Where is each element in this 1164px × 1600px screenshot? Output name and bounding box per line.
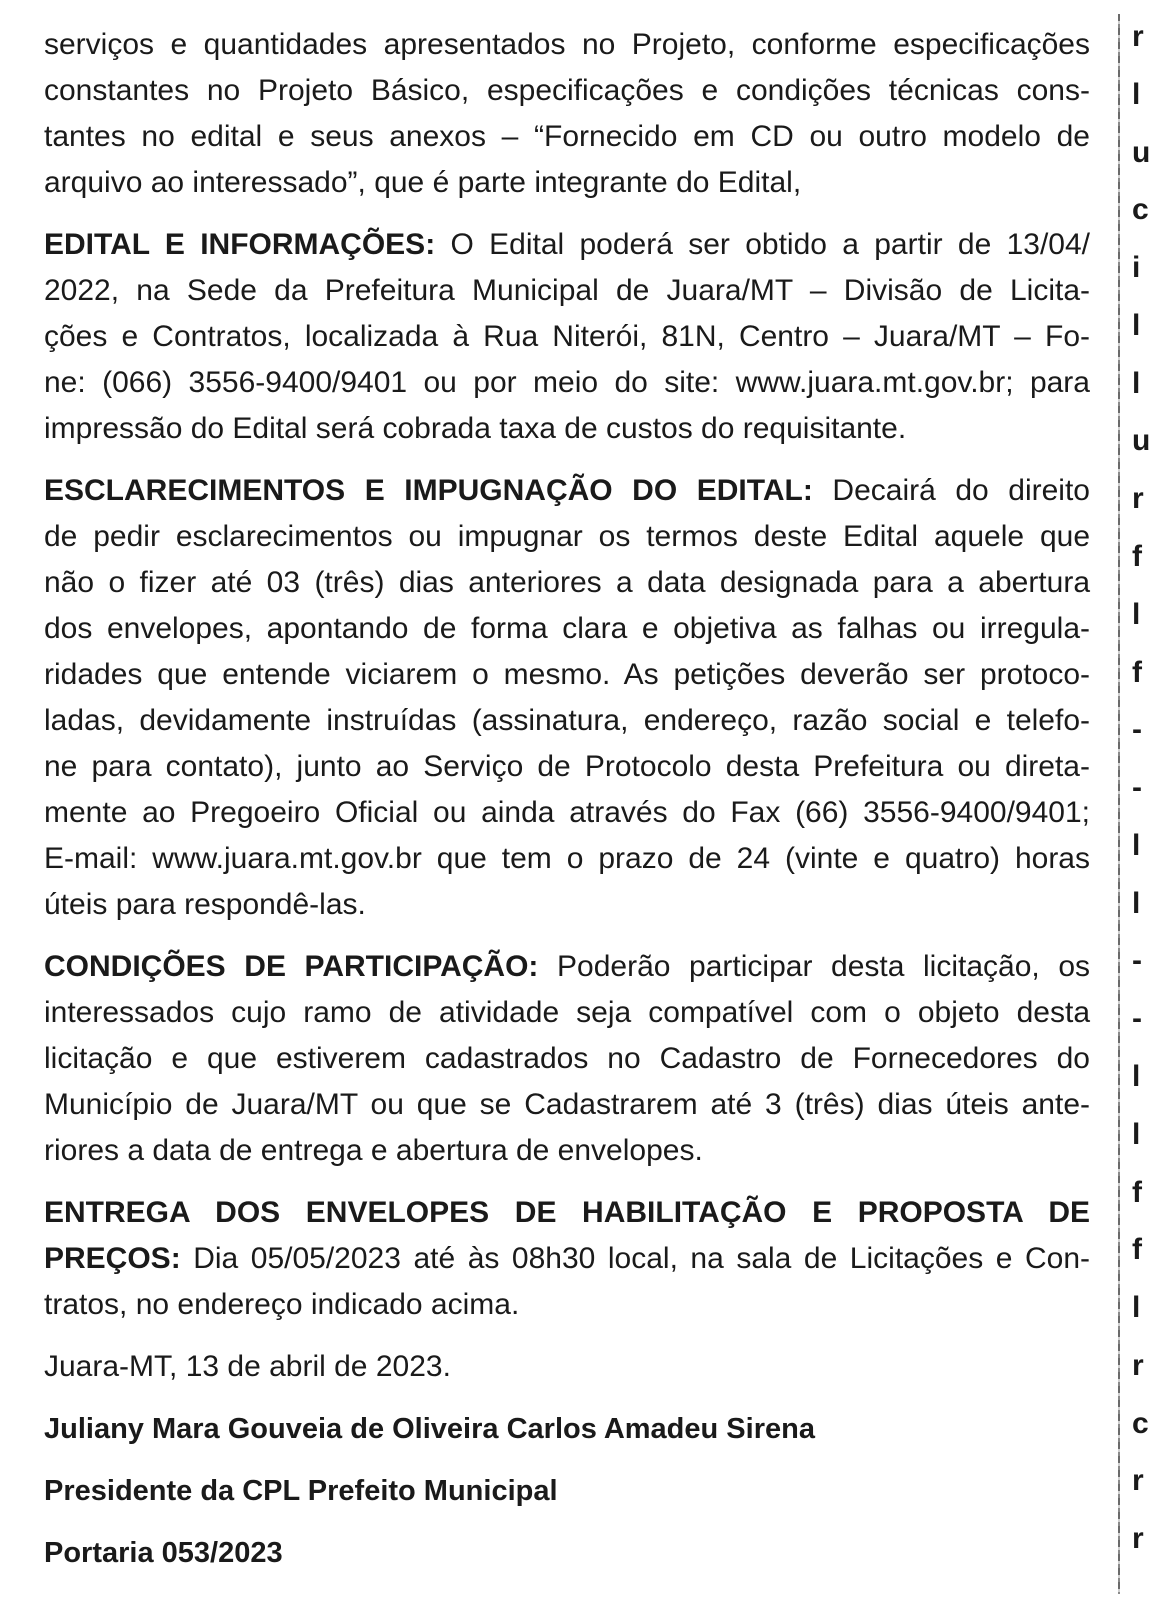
- text-run: O Edital poderá ser obtido a partir de 13/04/: [435, 228, 1091, 261]
- text-line: ladas, devidamente instruídas (assinatura, endereço, razão social e telefo-: [44, 704, 1090, 737]
- edge-fragment: f: [1132, 1233, 1142, 1266]
- edge-fragment: i: [1132, 251, 1141, 284]
- edge-fragment: l: [1132, 1118, 1141, 1151]
- edge-fragment: r: [1132, 1522, 1144, 1555]
- edge-fragment: -: [1132, 713, 1142, 746]
- paragraph-edital-informacoes: [44, 222, 1090, 452]
- document-body: [44, 22, 1090, 1576]
- text-line: serviços e quantidades apresentados no Projeto, conforme especificações: [44, 28, 1090, 61]
- edge-fragment: -: [1132, 944, 1142, 977]
- text-line: E-mail: www.juara.mt.gov.br que tem o prazo de 24 (vinte e quatro) horas: [44, 842, 1090, 875]
- section-heading: PREÇOS:: [44, 1242, 181, 1275]
- text-line: [44, 468, 1090, 514]
- edge-fragment: f: [1132, 656, 1142, 689]
- text-run: Decairá do direito: [812, 474, 1090, 507]
- section-heading: ESCLARECIMENTOS E IMPUGNAÇÃO DO EDITAL:: [44, 474, 813, 507]
- edge-fragment: l: [1132, 78, 1141, 111]
- column-divider: [1118, 14, 1120, 1594]
- text-line: [44, 1236, 1090, 1282]
- text-line: mente ao Pregoeiro Oficial ou ainda através do Fax (66) 3556-9400/9401;: [44, 796, 1090, 829]
- edge-fragment: f: [1132, 1176, 1142, 1209]
- text-line: licitação e que estiverem cadastrados no Cadastro de Fornecedores do: [44, 1042, 1090, 1075]
- edge-fragment: u: [1132, 136, 1151, 169]
- edge-fragment: l: [1132, 1291, 1141, 1324]
- edge-fragment: u: [1132, 424, 1151, 457]
- text-run: Dia 05/05/2023 até às 08h30 local, na sala de Licitações e Con-: [180, 1242, 1090, 1275]
- edge-fragment: l: [1132, 309, 1141, 342]
- edge-fragment: -: [1132, 1002, 1142, 1035]
- paragraph-object: [44, 22, 1090, 206]
- edge-fragment: l: [1132, 598, 1141, 631]
- edge-fragment: l: [1132, 887, 1141, 920]
- edge-fragment: l: [1132, 829, 1141, 862]
- edge-fragment: r: [1132, 482, 1144, 515]
- text-line: 2022, na Sede da Prefeitura Municipal de Juara/MT – Divisão de Licita-: [44, 274, 1090, 307]
- text-line: ne para contato), junto ao Serviço de Protocolo desta Prefeitura ou direta-: [44, 750, 1090, 783]
- text-run: Poderão participar desta licitação, os: [538, 950, 1091, 983]
- edge-fragment: r: [1132, 20, 1144, 53]
- text-line: tratos, no endereço indicado acima.: [44, 1288, 520, 1321]
- signature-titles: Presidente da CPL Prefeito Municipal: [44, 1475, 558, 1507]
- text-line: não o fizer até 03 (três) dias anteriores a data designada para a abertura: [44, 566, 1090, 599]
- text-line: riores a data de entrega e abertura de envelopes.: [44, 1134, 703, 1167]
- edge-fragment: f: [1132, 540, 1142, 573]
- text-line: impressão do Edital será cobrada taxa de custos do requisitante.: [44, 412, 907, 445]
- signature-portaria: Portaria 053/2023: [44, 1537, 283, 1569]
- section-heading: ENTREGA DOS ENVELOPES DE HABILITAÇÃO E PROPOSTA DE: [44, 1196, 1090, 1229]
- text-line: ne: (066) 3556-9400/9401 ou por meio do site: www.juara.mt.gov.br; para: [44, 366, 1090, 399]
- text-line: tantes no edital e seus anexos – “Fornecido em CD ou outro modelo de: [44, 120, 1090, 153]
- text-line: úteis para respondê-las.: [44, 888, 366, 921]
- edge-fragment: r: [1132, 1349, 1144, 1382]
- text-line: ridades que entende viciarem o mesmo. As petições deverão ser protoco-: [44, 658, 1090, 691]
- adjacent-column-fragments: [1132, 0, 1164, 1600]
- section-heading: EDITAL E INFORMAÇÕES:: [44, 228, 436, 261]
- edge-fragment: c: [1132, 1407, 1149, 1440]
- text-line: arquivo ao interessado”, que é parte integrante do Edital,: [44, 166, 802, 199]
- edge-fragment: c: [1132, 193, 1149, 226]
- text-line: Município de Juara/MT ou que se Cadastrarem até 3 (três) dias úteis ante-: [44, 1088, 1090, 1121]
- edge-fragment: l: [1132, 367, 1141, 400]
- text-line: de pedir esclarecimentos ou impugnar os termos deste Edital aquele que: [44, 520, 1090, 553]
- text-line: constantes no Projeto Básico, especificações e condições técnicas cons-: [44, 74, 1090, 107]
- paragraph-entrega: [44, 1190, 1090, 1328]
- text-line: dos envelopes, apontando de forma clara e objetiva as falhas ou irregula-: [44, 612, 1090, 645]
- paragraph-esclarecimentos: [44, 468, 1090, 928]
- section-heading: CONDIÇÕES DE PARTICIPAÇÃO:: [44, 950, 539, 983]
- signature-names: Juliany Mara Gouveia de Oliveira Carlos Amadeu Sirena: [44, 1413, 815, 1445]
- text-line: [44, 222, 1090, 268]
- edge-fragment: l: [1132, 1060, 1141, 1093]
- text-line: [44, 944, 1090, 990]
- edge-fragment: r: [1132, 1464, 1144, 1497]
- date-line: Juara-MT, 13 de abril de 2023.: [44, 1350, 451, 1383]
- paragraph-condicoes: [44, 944, 1090, 1174]
- edge-fragment: -: [1132, 771, 1142, 804]
- text-line: ções e Contratos, localizada à Rua Niterói, 81N, Centro – Juara/MT – Fo-: [44, 320, 1090, 353]
- text-line: interessados cujo ramo de atividade seja compatível com o objeto desta: [44, 996, 1090, 1029]
